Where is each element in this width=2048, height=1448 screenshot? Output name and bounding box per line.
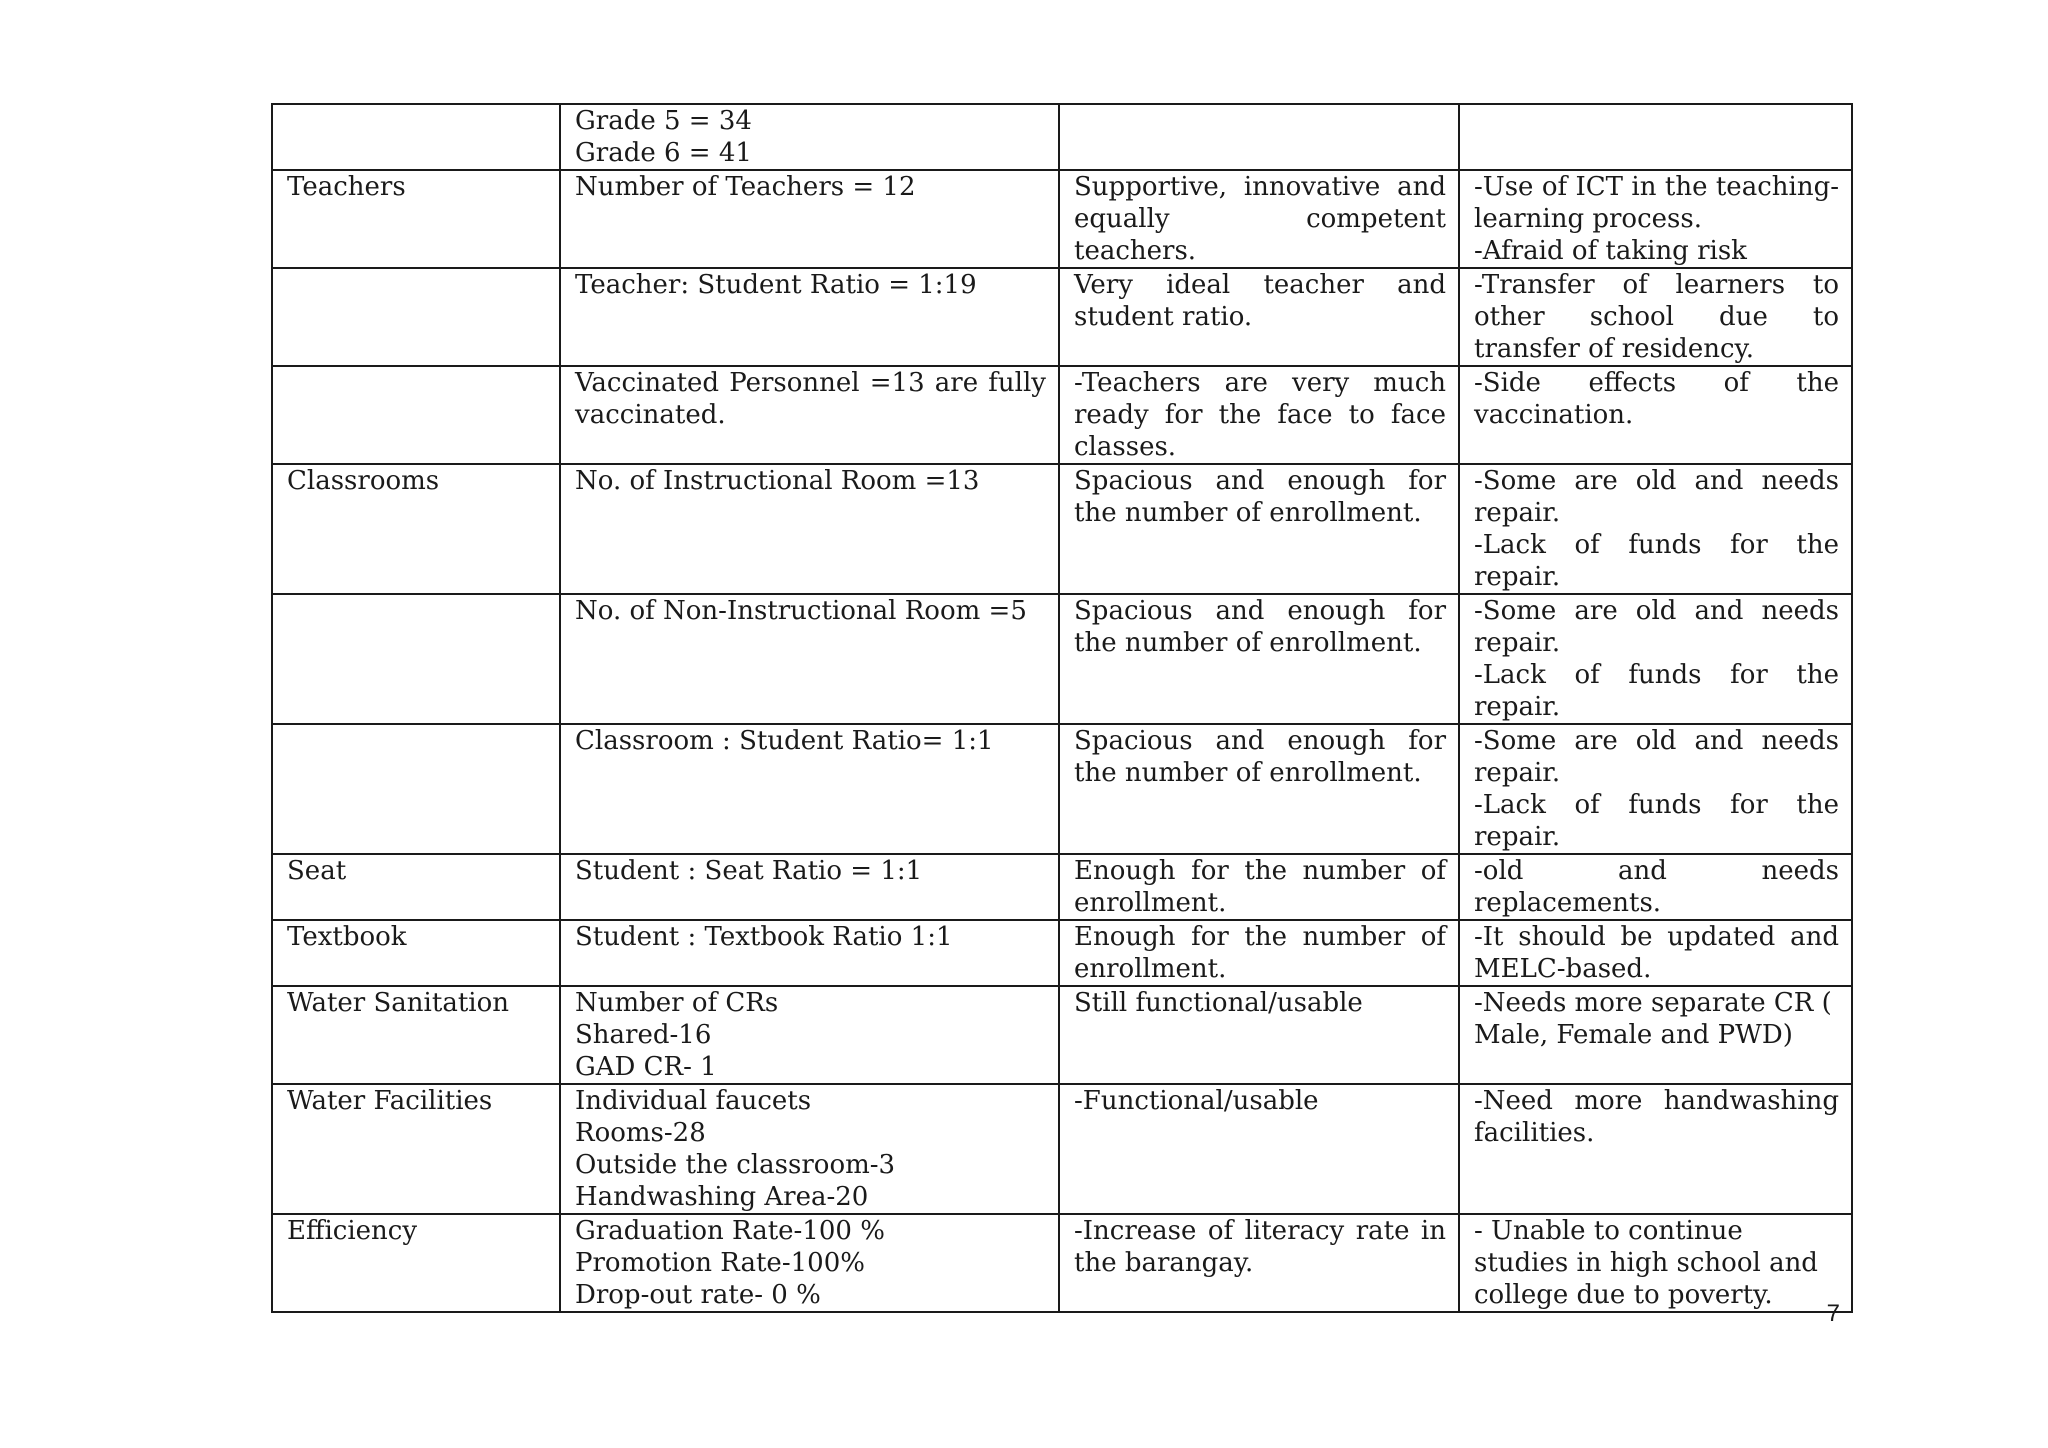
table-row [272,854,1852,920]
weakness-line: -Needs more separate CR ( Male, Female and PWD) [1474,988,1832,1050]
strength-cell [1059,854,1459,920]
data-cell [560,104,1059,170]
data-line: Individual faucets [575,1086,812,1116]
data-cell [560,170,1059,268]
category-label: Classrooms [287,466,440,496]
weakness-line: -Side effects of the vaccination. [1474,368,1839,430]
category-cell [272,1214,560,1312]
weakness-cell [1459,724,1852,854]
school-profile-table [271,103,1853,1313]
strength-text: Spacious and enough for the number of enrollment. [1074,726,1446,788]
data-line: Grade 6 = 41 [575,138,752,168]
strength-cell [1059,366,1459,464]
data-cell [560,1084,1059,1214]
category-label: Water Sanitation [287,988,509,1018]
page-number: 7 [1826,1300,1840,1327]
strength-text: Enough for the number of enrollment. [1074,856,1446,918]
weakness-cell [1459,464,1852,594]
strength-text: -Increase of literacy rate in the barangay. [1074,1216,1446,1278]
strength-text: Still functional/usable [1074,988,1363,1018]
weakness-line: -Lack of funds for the repair. [1474,790,1839,852]
weakness-cell [1459,986,1852,1084]
weakness-cell [1459,594,1852,724]
category-cell [272,268,560,366]
weakness-line: -Afraid of taking risk [1474,236,1747,266]
weakness-cell [1459,854,1852,920]
category-cell [272,170,560,268]
strength-text: Supportive, innovative and equally competent teachers. [1074,172,1446,266]
data-cell [560,1214,1059,1312]
table-row [272,1214,1852,1312]
table-row [272,920,1852,986]
data-line: Graduation Rate-100 % [575,1216,885,1246]
strength-cell [1059,920,1459,986]
strength-cell [1059,1214,1459,1312]
data-line: Grade 5 = 34 [575,106,752,136]
weakness-line: -Transfer of learners to other school due to transfer of residency. [1474,270,1839,364]
weakness-cell [1459,1214,1852,1312]
weakness-line: -Use of ICT in the teaching-learning process. [1474,172,1839,234]
weakness-line: -It should be updated and MELC-based. [1474,922,1839,984]
data-line: Outside the classroom-3 [575,1150,896,1180]
data-line: Handwashing Area-20 [575,1182,869,1212]
weakness-line: -Lack of funds for the repair. [1474,530,1839,592]
category-cell [272,854,560,920]
category-label: Textbook [287,922,407,952]
data-cell [560,854,1059,920]
strength-cell [1059,104,1459,170]
data-line: Shared-16 [575,1020,712,1050]
category-cell [272,464,560,594]
strength-cell [1059,594,1459,724]
data-line: Drop-out rate- 0 % [575,1280,821,1310]
table-row [272,724,1852,854]
strength-cell [1059,724,1459,854]
weakness-line: -Lack of funds for the repair. [1474,660,1839,722]
weakness-cell [1459,920,1852,986]
category-cell [272,104,560,170]
weakness-line: -Need more handwashing facilities. [1474,1086,1839,1148]
weakness-cell [1459,366,1852,464]
strength-text: Very ideal teacher and student ratio. [1074,270,1446,332]
weakness-line: -old and needs replacements. [1474,856,1839,918]
table-row [272,594,1852,724]
strength-text: Spacious and enough for the number of enrollment. [1074,466,1446,528]
data-cell [560,920,1059,986]
table-row [272,986,1852,1084]
table-row [272,268,1852,366]
data-cell [560,268,1059,366]
data-line: Student : Textbook Ratio 1:1 [575,922,953,952]
category-cell [272,920,560,986]
data-cell [560,594,1059,724]
data-line: Promotion Rate-100% [575,1248,865,1278]
data-cell [560,986,1059,1084]
data-line: Number of Teachers = 12 [575,172,916,202]
category-cell [272,724,560,854]
data-line: Number of CRs [575,988,779,1018]
strength-cell [1059,268,1459,366]
category-label: Water Facilities [287,1086,493,1116]
strength-cell [1059,986,1459,1084]
category-cell [272,366,560,464]
strength-cell [1059,170,1459,268]
table-row [272,366,1852,464]
data-line: GAD CR- 1 [575,1052,717,1082]
weakness-line: -Some are old and needs repair. [1474,726,1839,788]
weakness-line: -Some are old and needs repair. [1474,466,1839,528]
data-line: Rooms-28 [575,1118,706,1148]
weakness-cell [1459,170,1852,268]
weakness-cell [1459,268,1852,366]
category-label: Seat [287,856,347,886]
category-cell [272,594,560,724]
data-cell [560,724,1059,854]
table-row [272,1084,1852,1214]
strength-text: Enough for the number of enrollment. [1074,922,1446,984]
strength-text: -Functional/usable [1074,1086,1319,1116]
weakness-line: - Unable to continue studies in high school and college due to poverty. [1474,1216,1818,1310]
category-label: Teachers [287,172,406,202]
strength-text: Spacious and enough for the number of enrollment. [1074,596,1446,658]
data-cell [560,366,1059,464]
data-line: Teacher: Student Ratio = 1:19 [575,270,977,300]
category-cell [272,1084,560,1214]
weakness-line: -Some are old and needs repair. [1474,596,1839,658]
data-line: Student : Seat Ratio = 1:1 [575,856,923,886]
data-line: Classroom : Student Ratio= 1:1 [575,726,994,756]
table-row [272,464,1852,594]
table-row [272,104,1852,170]
table-row [272,170,1852,268]
category-label: Efficiency [287,1216,418,1246]
strength-cell [1059,464,1459,594]
data-line: No. of Non-Instructional Room =5 [575,596,1027,626]
data-cell [560,464,1059,594]
weakness-cell [1459,104,1852,170]
weakness-cell [1459,1084,1852,1214]
category-cell [272,986,560,1084]
strength-text: -Teachers are very much ready for the face to face classes. [1074,368,1446,462]
data-line: No. of Instructional Room =13 [575,466,980,496]
data-line: Vaccinated Personnel =13 are fully vaccinated. [575,368,1046,430]
strength-cell [1059,1084,1459,1214]
